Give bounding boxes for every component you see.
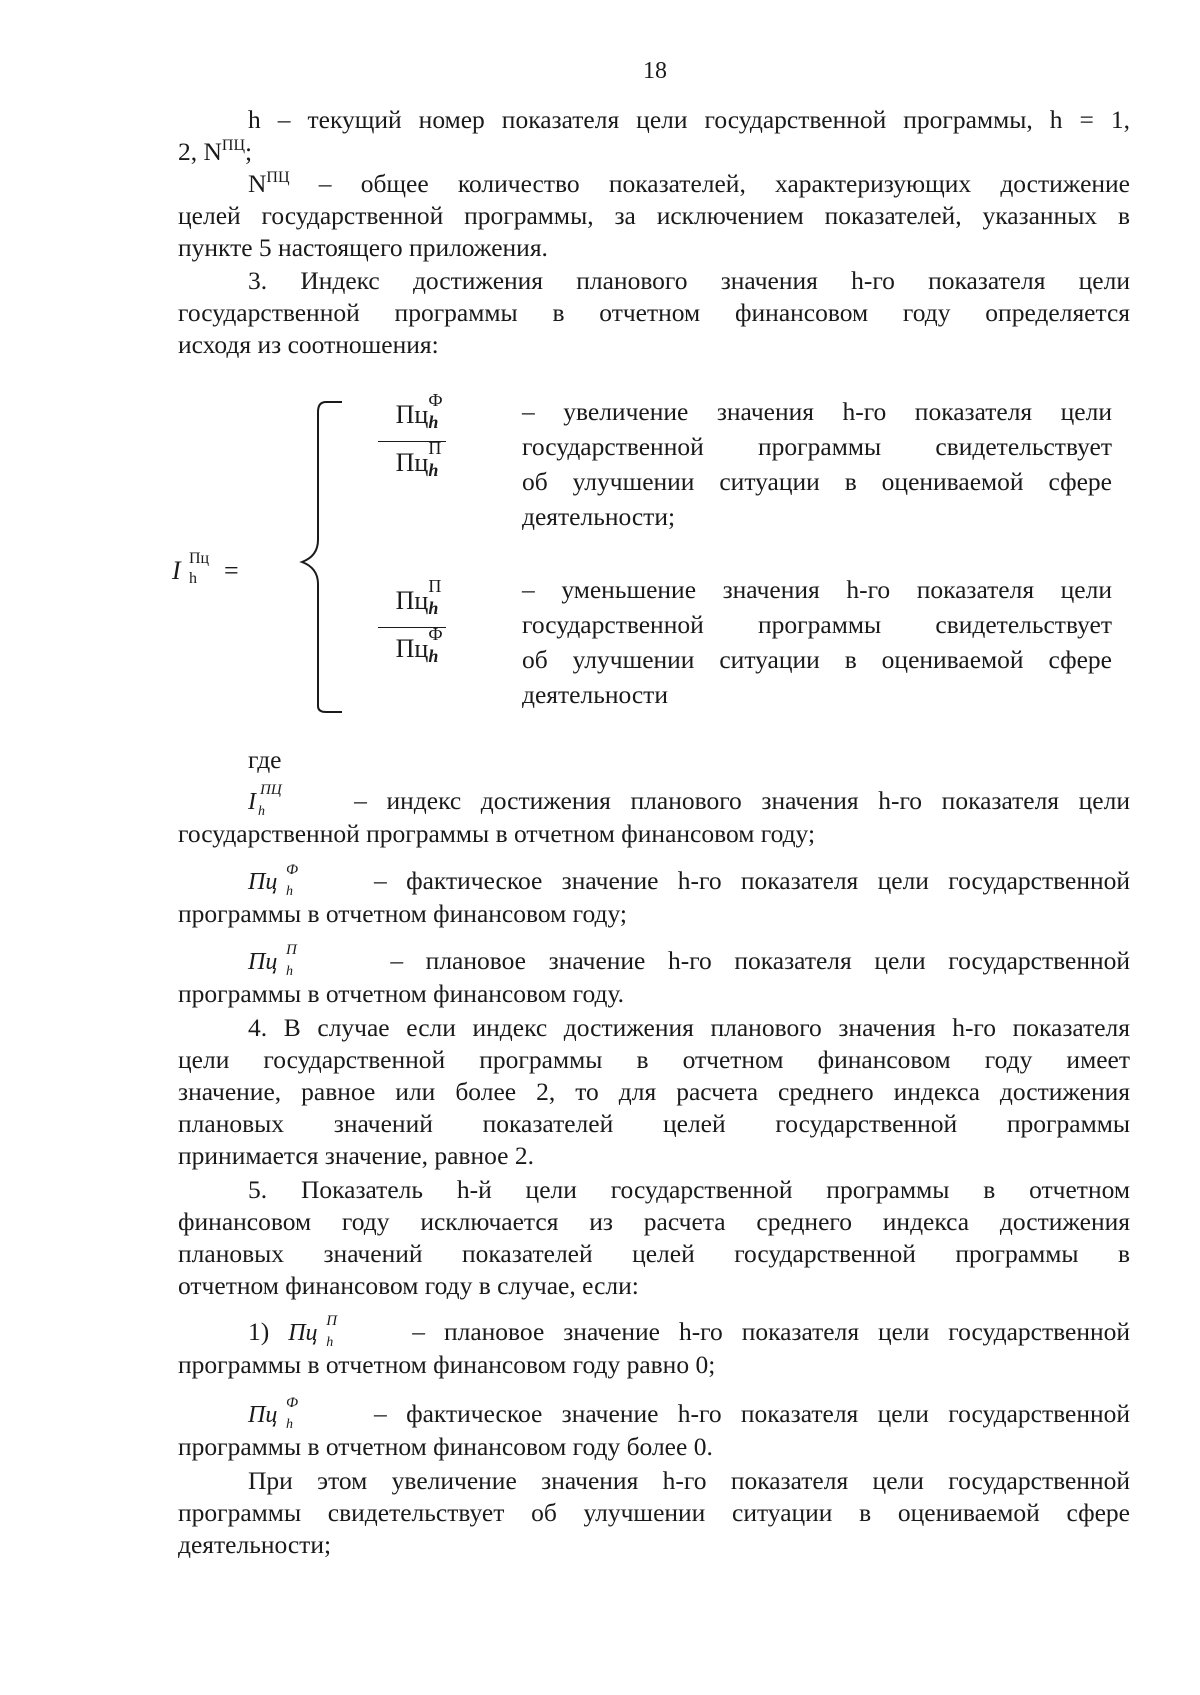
formula-lhs: I Пц h = xyxy=(172,550,239,587)
condition-2 xyxy=(178,1395,1131,1463)
text-line: программы в отчетном финансовом году. xyxy=(178,979,625,1008)
text-line: деятельности; xyxy=(178,1530,332,1559)
text-line: $N^{ПЦ}$ – общее количество показателей, характеризующих достижение xyxy=(248,169,1130,198)
case-increase-text: – увеличение значения h-го показателя цели государственной программы свидетельствует об улучшении ситуации в оцениваемой сфере деятельности; xyxy=(522,397,1112,531)
actual-symbol: Пц Ф h xyxy=(248,862,299,899)
plan-symbol: Пц П h xyxy=(248,942,297,979)
paragraph-4 xyxy=(178,1012,1130,1172)
definition-actual xyxy=(178,862,1131,930)
text-line: пункте 5 настоящего приложения. xyxy=(178,233,548,262)
text-line: Пц П h – плановое значение h-го показателя цели государственной xyxy=(248,942,1131,979)
text-line: 4. В случае если индекс достижения планового значения h-го показателя xyxy=(248,1013,1130,1042)
text-line: 3. Индекс достижения планового значения h-го показателя цели xyxy=(248,266,1130,295)
paragraph-n-definition xyxy=(178,168,1130,264)
text-line: h – текущий номер показателя цели государственной программы, h = 1, xyxy=(248,105,1130,134)
definition-plan xyxy=(178,942,1131,1010)
where-label: где xyxy=(248,745,282,774)
paragraph-h-definition xyxy=(178,104,1130,168)
text-line: государственной программы в отчетном финансовом году; xyxy=(178,819,816,848)
text-line: плановых значений показателей целей государственной программы в xyxy=(178,1239,1130,1268)
paragraph-6 xyxy=(178,1465,1130,1561)
condition-1 xyxy=(178,1313,1131,1381)
text-line: Пц Ф h – фактическое значение h-го показателя цели государственной xyxy=(248,1395,1131,1432)
actual-symbol: Пц Ф h xyxy=(248,1395,299,1432)
text-line: программы свидетельствует об улучшении ситуации в оцениваемой сфере xyxy=(178,1498,1130,1527)
text-line: 2, $N^{ПЦ}$; xyxy=(178,137,253,166)
text-line: При этом увеличение значения h-го показателя цели государственной xyxy=(248,1466,1130,1495)
index-formula xyxy=(0,390,1200,720)
text-line: программы в отчетном финансовом году; xyxy=(178,899,627,928)
text-line: финансовом году исключается из расчета среднего индекса достижения xyxy=(178,1207,1130,1236)
text-line: Пц Ф h – фактическое значение h-го показателя цели государственной xyxy=(248,862,1131,899)
text-line: плановых значений показателей целей государственной программы xyxy=(178,1109,1130,1138)
plan-symbol: Пц П h xyxy=(288,1313,338,1350)
paragraph-5 xyxy=(178,1174,1130,1302)
index-symbol: I ПЦ h xyxy=(248,782,282,819)
text-line: 5. Показатель h-й цели государственной программы в отчетном xyxy=(248,1175,1130,1204)
text-line: отчетном финансовом году в случае, если: xyxy=(178,1271,639,1300)
text-line: программы в отчетном финансовом году более 0. xyxy=(178,1432,713,1461)
text-line: 1) Пц П h – плановое значение h-го показателя цели государственной xyxy=(248,1313,1131,1350)
text-line: значение, равное или более 2, то для расчета среднего индекса достижения xyxy=(178,1077,1130,1106)
page-number: 18 xyxy=(643,58,667,84)
definition-index xyxy=(178,782,1130,850)
text-line: программы в отчетном финансовом году равно 0; xyxy=(178,1350,716,1379)
fraction-increase: Пц Ф h Пц П h xyxy=(378,400,446,486)
case-decrease-text: – уменьшение значения h-го показателя цели государственной программы свидетельствует об улучшении ситуации в оцениваемой сфере деятельности xyxy=(522,575,1112,709)
text-line: государственной программы в отчетном финансовом году определяется xyxy=(178,298,1130,327)
text-line: исходя из соотношения: xyxy=(178,330,439,359)
text-line: принимается значение, равное 2. xyxy=(178,1141,534,1170)
text-line: цели государственной программы в отчетном финансовом году имеет xyxy=(178,1045,1130,1074)
paragraph-3 xyxy=(178,265,1130,361)
text-line: I ПЦ h – индекс достижения планового значения h-го показателя цели xyxy=(248,782,1130,819)
text-line: целей государственной программы, за исключением показателей, указанных в xyxy=(178,201,1130,230)
fraction-decrease: Пц П h Пц Ф h xyxy=(378,586,446,672)
curly-brace xyxy=(290,390,350,720)
